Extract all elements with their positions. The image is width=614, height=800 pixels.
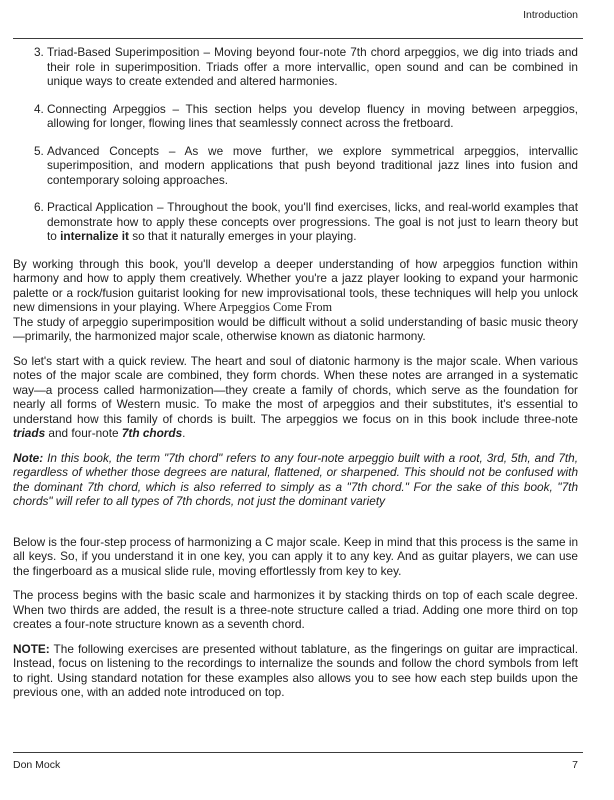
intro-topics-list [13,45,578,244]
list-item-connecting-arpeggios [13,102,578,131]
note-text: In this book, the term "7th chord" refers to any four-note arpeggio built with a root, 3rd, 5th, and 7th, regardless of whether those degrees are natural, flattened, or sharpened. This should not be confused with the dominant 7th chord, which is also referred to simply as a "7th chord." For the sake of this book, "7th chords" will refer to all types of 7th chords, not just the dominant variety [13,450,578,508]
list-item-separator: – [165,101,186,116]
review-end-text: . [182,426,186,440]
footer [13,759,578,771]
bold-italic-7th-chords: 7th chords [121,426,183,440]
header-rule [13,38,583,39]
list-item-triad-based-superimposition [13,45,578,89]
bold-italic-triads: triads [13,426,46,440]
note2-label: NOTE: [13,641,50,656]
list-item-body: As we move further, we explore symmetrical arpeggios, intervallic superimposition, and modern applications that push beyond traditional jazz lines into fusion and contemporary soloing approaches. [47,143,578,187]
review-mid-text: and four-note [45,426,122,440]
review-text: So let's start with a quick review. The heart and soul of diatonic harmony is the major scale. When various notes of the major scale are combined, they form chords. When these notes are arranged in a systematic way—a process called harmonization—they create a family of chords, which serve as the foundation for nearly all forms of Western music. To make the most of arpeggios and their substitutes, it's essential to understand how this family of chords is built. The arpeggios we focus on in this book include three-note [13,353,578,426]
note-paragraph [13,451,578,509]
page-content [13,45,578,700]
paragraph-overview [13,257,578,315]
list-item-title: Triad-Based Superimposition [47,45,200,59]
footer-author: Don Mock [13,759,61,771]
list-item-separator: – [153,200,168,214]
note2-paragraph [13,642,578,700]
note2-text: The following exercises are presented without tablature, as the fingerings on guitar are impractical. Instead, focus on listening to the recordings to internalize the sounds and follow the chord symbols from left to right. Using standard notation for these examples also allows you to see how each step builds upon the previous one, with an added note introduced on top. [13,641,578,699]
list-item-number: 3. [34,45,44,59]
running-header-title: Introduction [523,9,578,21]
paragraph-study-of-superimposition: The study of arpeggio superimposition would be difficult without a solid understanding of basic music theory—primarily, the harmonized major scale, otherwise known as diatonic harmony. [13,314,578,343]
footer-rule [13,752,583,753]
list-item-separator: – [159,143,185,158]
list-item-title: Advanced Concepts [47,143,160,158]
footer-page-number: 7 [572,759,578,771]
list-item-number: 6. [34,200,44,214]
list-item-separator: – [199,45,215,59]
list-item-advanced-concepts [13,144,578,188]
list-item-body: Moving beyond four-note 7th chord arpeggios, we dig into triads and their role in superimposition. Triads offer a more intervallic, open sound and can be combined in unique ways to create extended and altered harmonies. [47,45,578,88]
paragraph-overview-text: By working through this book, you'll develop a deeper understanding of how arpeggios function within harmony and how to apply them creatively. Whether you're a jazz player looking to expand your harmonic palette or a rock/fusion guitarist looking for new improvisational tools, these techniques will help you unlock new dimensions in your playing. [13,256,578,314]
inline-heading-where-arpeggios-come-from: Where Arpeggios Come From [183,300,333,314]
list-item-body: This section helps you develop fluency in moving between arpeggios, allowing for longer, flowing lines that seamlessly connect across the fretboard. [47,101,578,130]
note-label: Note: [13,450,44,465]
paragraph-diatonic-review [13,354,578,441]
list-item-title: Connecting Arpeggios [47,101,166,116]
list-item-title: Practical Application [47,200,154,214]
list-item-practical-application [13,200,578,244]
paragraph-stacking-thirds: The process begins with the basic scale and harmonizes it by stacking thirds on top of each scale degree. When two thirds are added, the result is a three-note structure called a triad. Adding one more third on top creates a four-note structure known as a seventh chord. [13,588,578,631]
list-item-bold-internalize-it: internalize it [60,229,129,243]
list-item-number: 4. [34,101,44,116]
list-item-body: Throughout the book, you'll find exercises, licks, and real-world examples that demonstrate how to apply these concepts over progressions. The goal is not just to learn theory but to [47,200,579,243]
list-item-body-end: so that it naturally emerges in your playing. [128,229,357,243]
list-item-number: 5. [34,143,44,158]
paragraph-harmonizing-c-major: Below is the four-step process of harmonizing a C major scale. Keep in mind that this process is the same in all keys. So, if you understand it in one key, you can apply it to any key. And as guitar players, we can use the fingerboard as a musical slide rule, moving effortlessly from key to key. [13,534,578,578]
